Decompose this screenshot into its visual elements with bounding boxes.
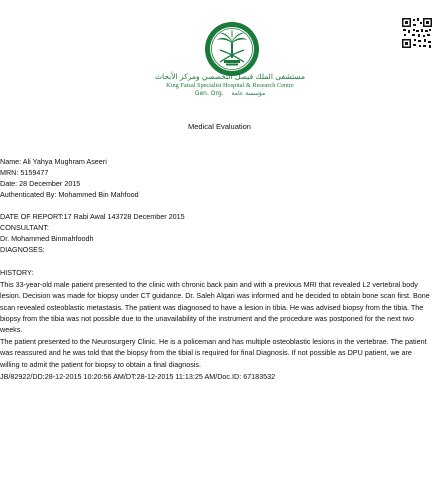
hospital-name-english: King Faisal Specialist Hospital & Research Centre xyxy=(166,82,294,89)
org-label-english: Gen. Org. xyxy=(194,90,224,97)
diagnoses-label: DIAGNOSES: xyxy=(0,245,45,254)
consultant-name: Dr. Mohammed Binmahfoodh xyxy=(0,234,94,243)
date-of-report: DATE OF REPORT:17 Rabi Awal 143728 December 2015 xyxy=(0,212,185,221)
history-paragraph-1: This 33-year-old male patient presented to the clinic with chronic back pain and with a previous MRI that revealed L2 vertebral body lesion. Decision was made for biopsy under CT guidance. Dr. Saleh Alqari was informed and he decided to obtain bone scan first. Bone scan revealed osteoblastic metastasis. The patient was diagnosed to have a lesion in tibia. He was advised biopsy from the tibia. The biopsy from the tibia was not possible due to the unavailability of the instrument and the procedure was postponed for the next two weeks. xyxy=(0,280,430,335)
document-title: Medical Evaluation xyxy=(188,122,251,131)
visit-date: Date: 28 December 2015 xyxy=(0,179,81,188)
patient-name: Name: Ali Yahya Mughram Aseeri xyxy=(0,157,107,166)
palm-tree-swords-emblem-icon xyxy=(203,20,261,78)
hospital-name-arabic: مستشفى الملك فيصل التخصصي ومركز الأبحاث xyxy=(154,72,306,81)
history-label: HISTORY: xyxy=(0,268,34,277)
hospital-org-line xyxy=(150,90,310,97)
consultant-label: CONSULTANT: xyxy=(0,223,49,232)
history-paragraph-2: The patient presented to the Neurosurgery Clinic. He is a policeman and has multiple osteoblastic lesions in the vertebrae. The patient was reassured and he was told that the biopsy from the tibial is required for final Diagnosis. If not possible as DPU patient, we are willing to admit the patient for biopsy to obtain a final diagnosis. xyxy=(0,337,427,369)
org-label-arabic: مؤسسة عامة xyxy=(231,90,266,97)
patient-mrn: MRN: 5159477 xyxy=(0,168,49,177)
qr-code-icon xyxy=(401,17,433,49)
authenticated-by: Authenticated By: Mohammed Bin Mahfood xyxy=(0,190,139,199)
document-footer-reference: JB/82922/DD:28-12-2015 10:20:56 AM/DT:28-12-2015 11:13:25 AM/Doc.ID: 67183532 xyxy=(0,372,276,381)
